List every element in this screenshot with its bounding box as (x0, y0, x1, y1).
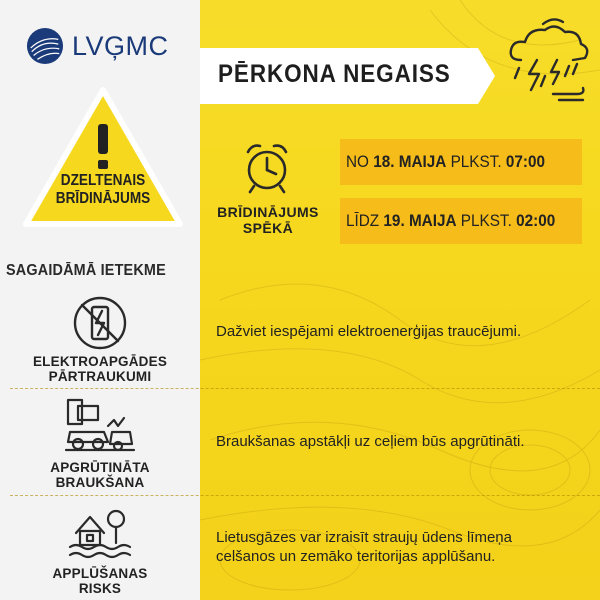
valid-to-box (340, 198, 582, 244)
divider (10, 388, 600, 389)
impact-text-driving: Braukšanas apstākļi uz ceļiem būs apgrūtināti. (216, 433, 525, 450)
car-crash-icon (64, 398, 136, 454)
validity-line2: SPĒKĀ (242, 220, 294, 236)
warning-level-label (34, 172, 172, 208)
logo-text: LVĢMC (72, 30, 169, 61)
lvgmc-logo (26, 27, 169, 65)
thunderstorm-icon (503, 14, 595, 106)
impact-section-title: SAGAIDĀMĀ IETEKME (6, 262, 166, 279)
divider (10, 495, 600, 496)
flood-icon (66, 503, 134, 561)
validity-label (208, 204, 328, 236)
no-power-icon (72, 295, 128, 351)
impact-label-flood: APPLŪŠANAS RISKS (52, 566, 148, 596)
page-title: PĒRKONA NEGAISS (218, 60, 451, 88)
validity-line1: BRĪDINĀJUMS (217, 204, 319, 220)
valid-to-text: LĪDZ 19. MAIJA PLKST. 02:00 (346, 211, 556, 230)
valid-from-text: NO 18. MAIJA PLKST. 07:00 (346, 152, 546, 171)
impact-text-flood: Lietusgāzes var izraisīt straujų ūdens līmeņa celšanos un zemāko teritorijas applūšanu. (216, 529, 512, 565)
impact-text-power: Dažviet iespējami elektroenerģijas traucējumi. (216, 323, 522, 340)
valid-from-box (340, 139, 582, 185)
warning-line1: DZELTENAIS (60, 172, 146, 189)
alarm-clock-icon (240, 140, 294, 194)
impact-label-power: ELEKTROAPGĀDES PĀRTRAUKUMI (32, 354, 168, 384)
impact-label-driving: APGRŪTINĀTA BRAUKŠANA (50, 460, 150, 490)
globe-icon (26, 27, 64, 65)
warning-line2: BRĪDINĀJUMS (55, 190, 151, 207)
